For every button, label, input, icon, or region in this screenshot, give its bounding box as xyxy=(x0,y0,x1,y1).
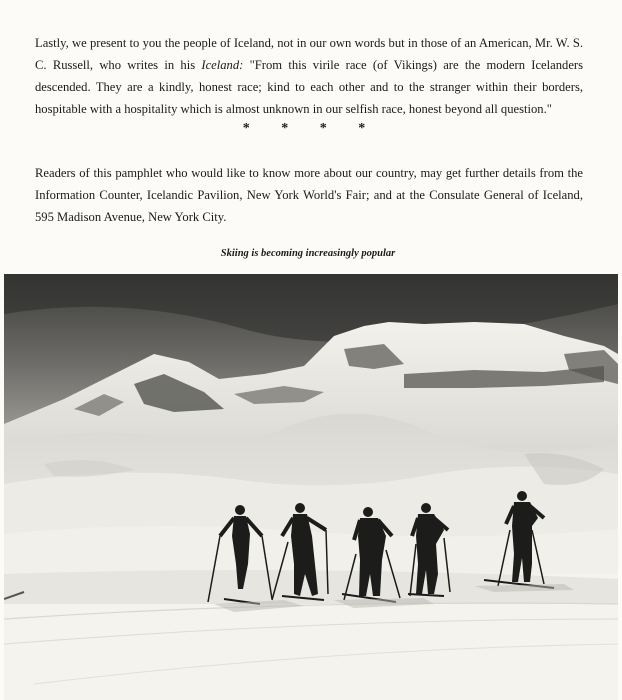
quote-intro-text: Lastly, we present to you the people of Iceland, not in our own words but in those of an American, Mr. W. S. C. Russell, who writes in his xyxy=(35,36,583,72)
skiers-photo-illustration xyxy=(4,274,618,700)
photo-caption: Skiing is becoming increasingly popular xyxy=(220,248,396,259)
quote-paragraph xyxy=(35,32,583,120)
section-separator: * * * * xyxy=(242,121,380,136)
skiers-photo xyxy=(4,274,618,700)
quote-text: "From this virile race (of Vikings) are the modern Icelanders descended. They are a kindly, honest race; kind to each other and to the stranger within their borders, hospitable with a hospitality which is almost unknown in our selfish race, honest beyond all question." xyxy=(35,58,583,116)
book-title: Iceland: xyxy=(201,58,244,72)
contact-paragraph: Readers of this pamphlet who would like to know more about our country, may get further details from the Information Counter, Icelandic Pavilion, New York World's Fair; and at the Consulate General of Iceland, 595 Madison Avenue, New York City. xyxy=(35,166,583,224)
